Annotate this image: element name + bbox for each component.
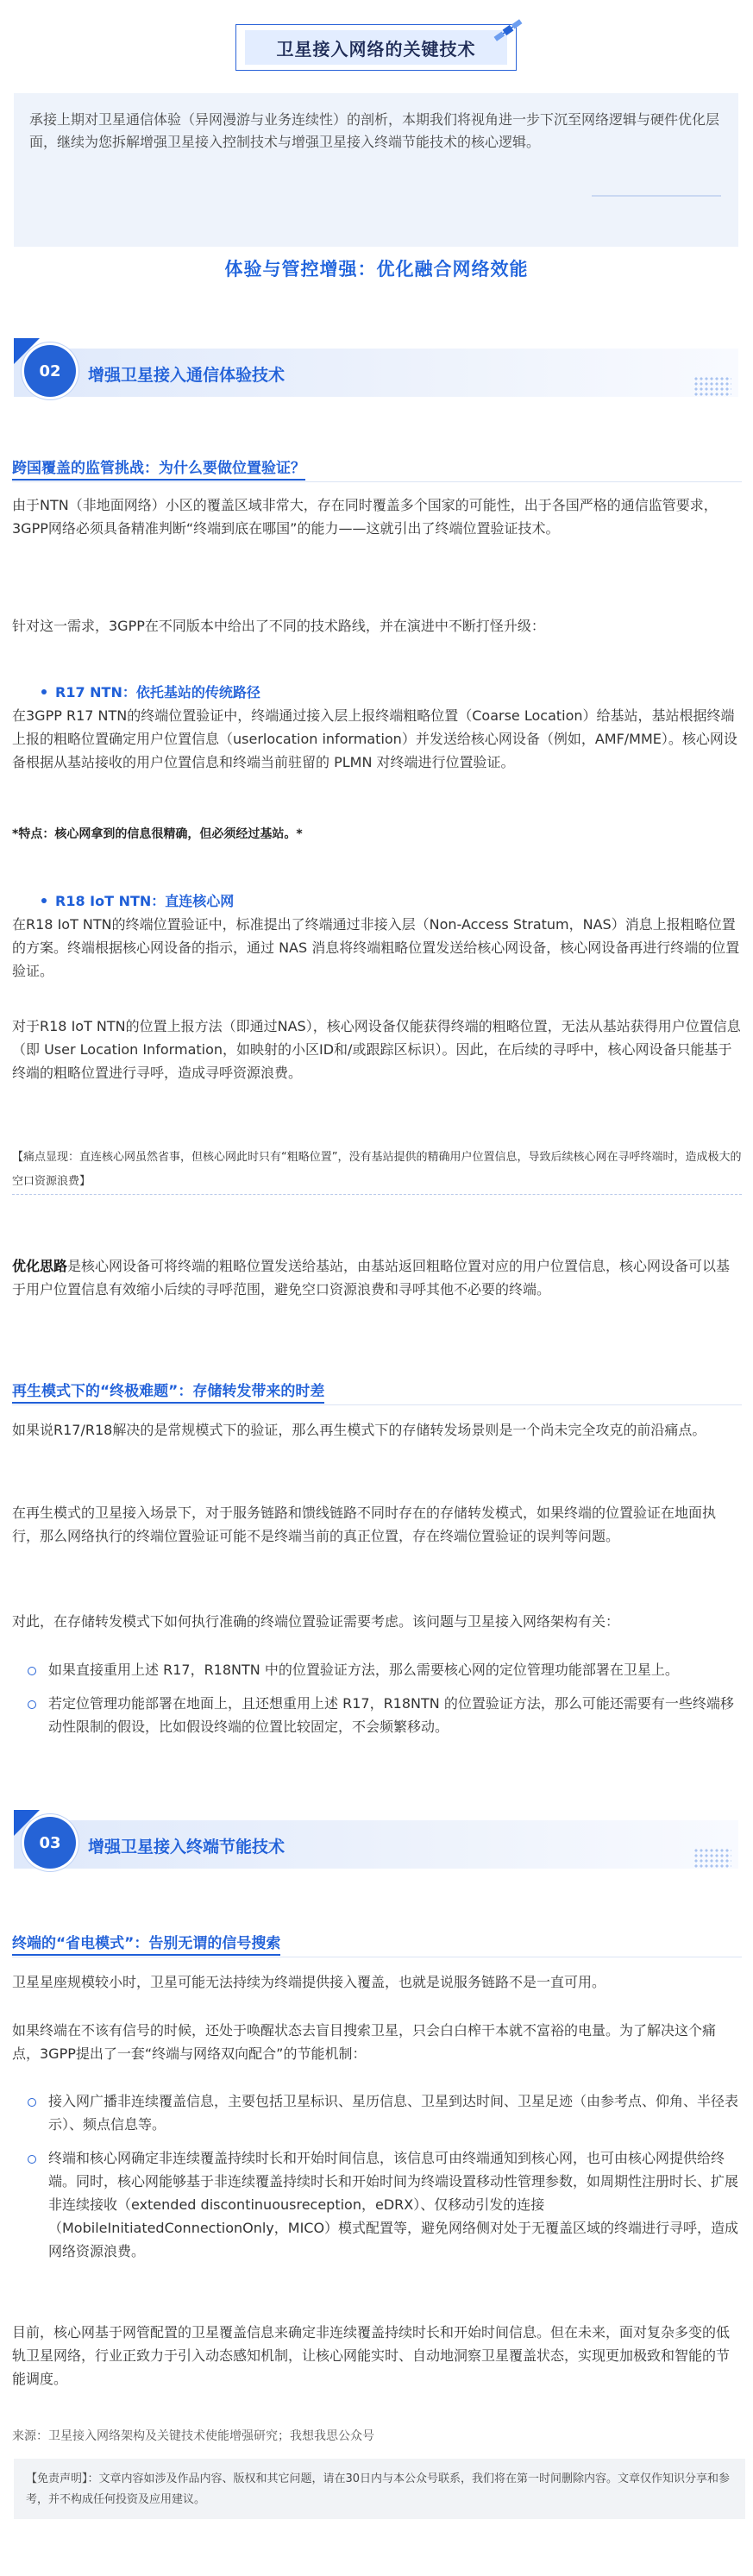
subheading-r17: R17 NTN：依托基站的传统路径 (41, 682, 260, 701)
section-subtitle: 体验与管控增强：优化融合网络效能 (224, 259, 529, 280)
paragraph: 如果说R17/R18解决的是常规模式下的验证，那么再生模式下的存储转发场景则是一个尚未完全攻克的前沿痛点。 (12, 1422, 706, 1438)
subheading-r18: R18 IoT NTN：直连核心网 (41, 890, 234, 910)
section-header-03 (14, 1810, 738, 1877)
paragraph: 卫星星座规模较小时，卫星可能无法持续为终端提供接入覆盖，也就是说服务链路不是一直可用。 (12, 1974, 606, 1990)
paragraph: 对此，在存储转发模式下如何执行准确的终端位置验证需要考虑。该问题与卫星接入网络架构有关： (12, 1613, 620, 1630)
optimization-lead: 优化思路 (12, 1258, 68, 1274)
question-heading: 跨国覆盖的监管挑战：为什么要做位置验证？ (12, 456, 305, 481)
heading-underline (12, 481, 742, 482)
dot-pattern (693, 376, 731, 397)
title-banner (235, 24, 518, 74)
list-item: 若定位管理功能部署在地面上，且还想重用上述 R17，R18NTN 的位置验证方法，那么可能还需要有一些终端移动性限制的假设，比如假设终端的位置比较固定，不会频繁移动。 (48, 1692, 742, 1738)
paragraph-r18: 在R18 IoT NTN的终端位置验证中，标准提出了终端通过非接入层（Non-Access Stratum，NAS）消息上报粗略位置的方案。终端根据核心网设备的指示，通过 NAS 消息将终端粗略位置发送给核心网设备，核心网设备再进行终端的位置验证。 (12, 916, 740, 979)
bullet-list (12, 2089, 742, 2273)
paragraph: 在再生模式的卫星接入场景下，对于服务链路和馈线链路不同时存在的存储转发模式，如果终端的位置验证在地面执行，那么网络执行的终端位置验证可能不是终端当前的真正位置，存在终端位置验证的误判等问题。 (12, 1505, 717, 1544)
section-header-02 (14, 338, 738, 405)
list-item: 终端和核心网确定非连续覆盖持续时长和开始时间信息，该信息可由终端通知到核心网，也可由核心网提供给终端。同时，核心网能够基于非连续覆盖持续时长和开始时间为终端设置移动性管理参数，如周期性注册时长、扩展非连续接收（extended discontinuousreception，eDRX）、仅移动引发的连接（MobileInitiatedConnectionOnly，MICO）模式配置等，避免网络侧对处于无覆盖区域的终端进行寻呼，造成网络资源浪费。 (48, 2146, 742, 2263)
paragraph: 对于R18 IoT NTN的位置上报方法（即通过NAS），核心网设备仅能获得终端的粗略位置，无法从基站获得用户位置信息（即 User Location Information，如映射的小区ID和/或跟踪区标识）。因此，在后续的寻呼中，核心网设备只能基于终端的粗略位置进行寻呼，造成寻呼资源浪费。 (12, 1018, 741, 1081)
heading-underline (12, 1404, 742, 1405)
paragraph: 目前，核心网基于网管配置的卫星覆盖信息来确定非连续覆盖持续时长和开始时间信息。但在未来，面对复杂多变的低轨卫星网络，行业正致力于引入动态感知机制，让核心网能实时、自动地洞察卫星覆盖状态，实现更加极致和智能的节能调度。 (12, 2324, 731, 2387)
question-heading: 再生模式下的“终极难题”：存储转发带来的时差 (12, 1379, 324, 1404)
intro-divider (592, 195, 721, 197)
paragraph-r17: 在3GPP R17 NTN的终端位置验证中，终端通过接入层上报终端粗略位置（Coarse Location）给基站，基站根据终端上报的粗略位置确定用户位置信息（userlocation information）并发送给核心网设备（例如，AMF/MME）。核心网设备根据从基站接收的用户位置信息和终端当前驻留的 PLMN 对终端进行位置验证。 (12, 707, 737, 770)
section-title: 增强卫星接入终端节能技术 (88, 1838, 286, 1857)
dot-pattern (693, 1848, 731, 1869)
bullet-list (12, 1658, 742, 1749)
paragraph: 针对这一需求，3GPP在不同版本中给出了不同的技术路线，并在演进中不断打怪升级： (12, 618, 545, 634)
source-line: 来源：卫星接入网络架构及关键技术使能增强研究；我想我思公众号 (12, 2429, 374, 2443)
paragraph: 如果终端在不该有信号的时候，还处于唤醒状态去盲目搜索卫星，只会白白榨干本就不富裕的电量。为了解决这个痛点，3GPP提出了一套“终端与网络双向配合”的节能机制： (12, 2022, 717, 2062)
section-title: 增强卫星接入通信体验技术 (88, 366, 286, 385)
title-inner (245, 30, 507, 65)
list-item: 接入网广播非连续覆盖信息，主要包括卫星标识、星历信息、卫星到达时间、卫星足迹（由参考点、仰角、半径表示）、频点信息等。 (48, 2089, 742, 2136)
page-title: 卫星接入网络的关键技术 (276, 38, 476, 60)
intro-card (14, 93, 738, 247)
intro-text: 承接上期对卫星通信体验（异网漫游与业务连续性）的剖析，本期我们将视角进一步下沉至网络逻辑与硬件优化层面，继续为您拆解增强卫星接入控制技术与增强卫星接入终端节能技术的核心逻辑。 (29, 111, 720, 150)
section-number: 03 (24, 1817, 76, 1869)
disclaimer-box: 【免责声明】：文章内容如涉及作品内容、版权和其它问题，请在30日内与本公众号联系，我们将在第一时间删除内容。文章仅作知识分享和参考，并不构成任何投资及应用建议。 (14, 2459, 745, 2519)
list-item: 如果直接重用上述 R17，R18NTN 中的位置验证方法，那么需要核心网的定位管理功能部署在卫星上。 (48, 1658, 742, 1681)
title-frame (235, 24, 517, 71)
r17-note: *特点：核心网拿到的信息很精确，但必须经过基站。* (12, 827, 303, 841)
paragraph: 由于NTN（非地面网络）小区的覆盖区域非常大，存在同时覆盖多个国家的可能性，出于各国严格的通信监管要求，3GPP网络必须具备精准判断“终端到底在哪国”的能力——这就引出了终端位置验证技术。 (12, 497, 718, 537)
optimization-paragraph (12, 1254, 742, 1301)
section-number: 02 (24, 345, 76, 397)
pain-point-callout: 【痛点显现：直连核心网虽然省事，但核心网此时只有“粗略位置”，没有基站提供的精确用户位置信息，导致后续核心网在寻呼终端时，造成极大的空口资源浪费】 (12, 1146, 742, 1195)
satellite-icon (491, 16, 525, 45)
question-heading: 终端的“省电模式”：告别无谓的信号搜索 (12, 1931, 280, 1956)
optimization-text: 是核心网设备可将终端的粗略位置发送给基站，由基站返回粗略位置对应的用户位置信息，核心网设备可以基于用户位置信息有效缩小后续的寻呼范围，避免空口资源浪费和寻呼其他不必要的终端。 (12, 1258, 731, 1297)
